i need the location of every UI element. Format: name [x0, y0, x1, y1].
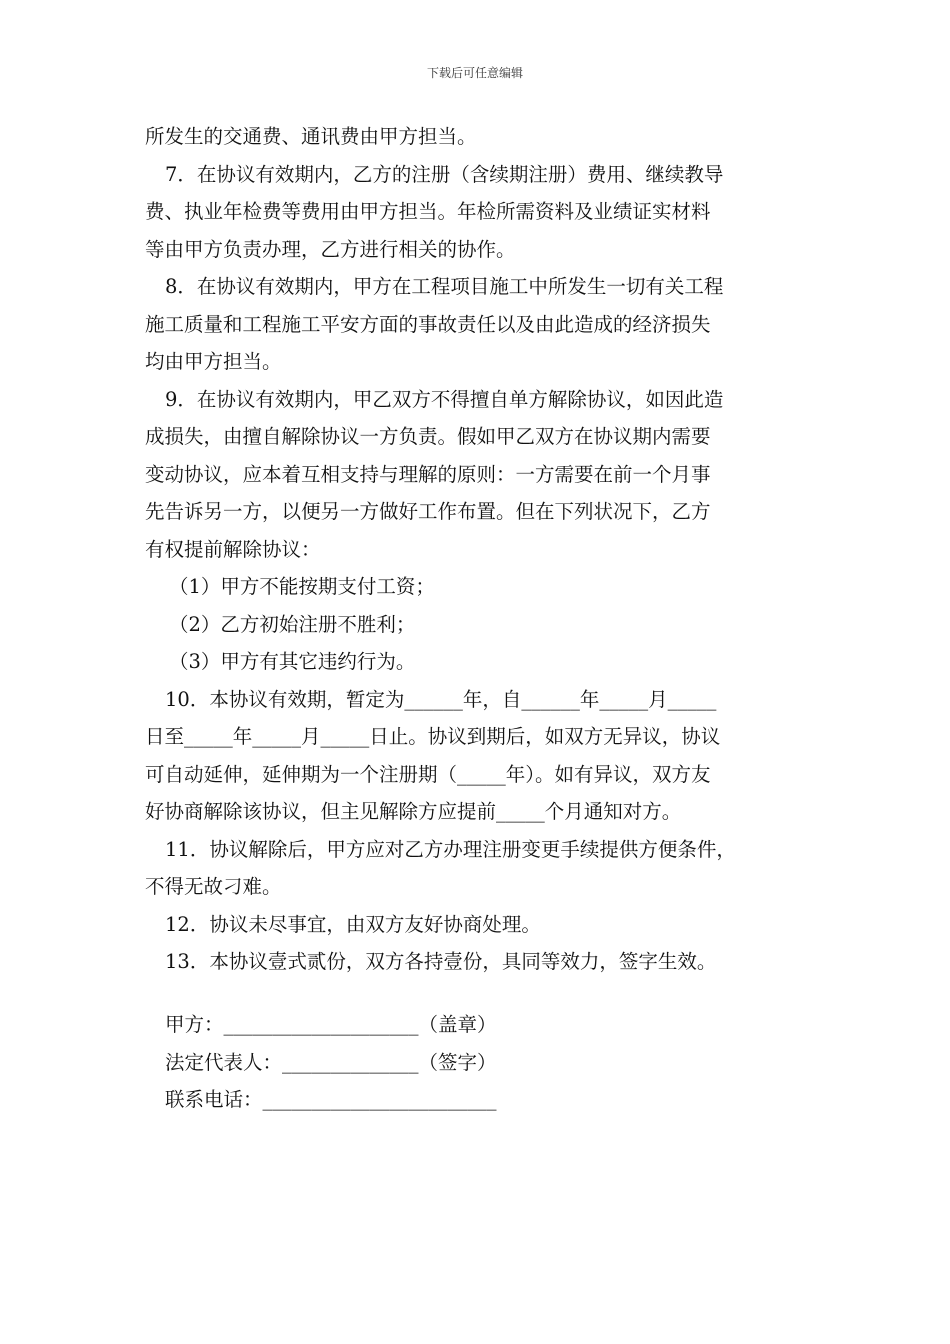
- clause-13-line: 13．本协议壹式贰份，双方各持壹份，具同等效力，签字生效。: [165, 950, 717, 973]
- clause-line: 所发生的交通费、通讯费由甲方担当。: [145, 125, 477, 148]
- page-header: 下载后可任意编辑: [426, 66, 523, 80]
- clause-9-line: 有权提前解除协议：: [145, 537, 321, 561]
- clause-7-line: 7．在协议有效期内，乙方的注册（含续期注册）费用、继续教导: [165, 162, 724, 186]
- sub-item-2: （2）乙方初始注册不胜利；: [169, 612, 416, 636]
- clause-10-line: 好协商解除该协议，但主见解除方应提前_____个月通知对方。: [145, 800, 682, 823]
- clause-7-line: 费、执业年检费等费用由甲方担当。年检所需资料及业绩证实材料: [145, 200, 711, 223]
- legal-representative-line: 法定代表人：______________（签字）: [165, 1050, 497, 1074]
- clause-9-line: 先告诉另一方，以便另一方做好工作布置。但在下列状况下，乙方: [145, 500, 711, 523]
- clause-9-line: 成损失，由擅自解除协议一方负责。假如甲乙双方在协议期内需要: [145, 425, 711, 448]
- sub-item-1: （1）甲方不能按期支付工资；: [169, 575, 435, 598]
- clause-8-line: 施工质量和工程施工平安方面的事故责任以及由此造成的经济损失: [145, 312, 711, 336]
- clause-9-line: 变动协议，应本着互相支持与理解的原则：一方需要在前一个月事: [145, 462, 711, 486]
- clause-10-line: 日至_____年_____月_____日止。协议到期后，如双方无异议，协议: [145, 725, 721, 748]
- clause-11-line: 不得无故刁难。: [145, 875, 282, 898]
- clause-10-line: 10．本协议有效期，暂定为______年，自______年_____月_____: [165, 687, 717, 711]
- party-a-signature-line: 甲方：____________________（盖章）: [165, 1013, 497, 1036]
- sub-item-3: （3）甲方有其它违约行为。: [169, 650, 416, 673]
- clause-12-line: 12．协议未尽事宜，由双方友好协商处理。: [165, 912, 541, 936]
- contact-phone-line: 联系电话：________________________: [165, 1088, 497, 1111]
- clause-10-line: 可自动延伸，延伸期为一个注册期（_____年）。如有异议，双方友: [145, 762, 711, 786]
- clause-8-line: 均由甲方担当。: [145, 350, 282, 373]
- clause-9-line: 9．在协议有效期内，甲乙双方不得擅自单方解除协议，如因此造: [165, 387, 724, 411]
- clause-11-line: 11．协议解除后，甲方应对乙方办理注册变更手续提供方便条件，: [165, 837, 736, 861]
- clause-8-line: 8．在协议有效期内，甲方在工程项目施工中所发生一切有关工程: [165, 275, 724, 298]
- clause-7-line: 等由甲方负责办理，乙方进行相关的协作。: [145, 237, 516, 261]
- signature-block: [165, 1006, 685, 1119]
- agreement-body: [145, 118, 825, 981]
